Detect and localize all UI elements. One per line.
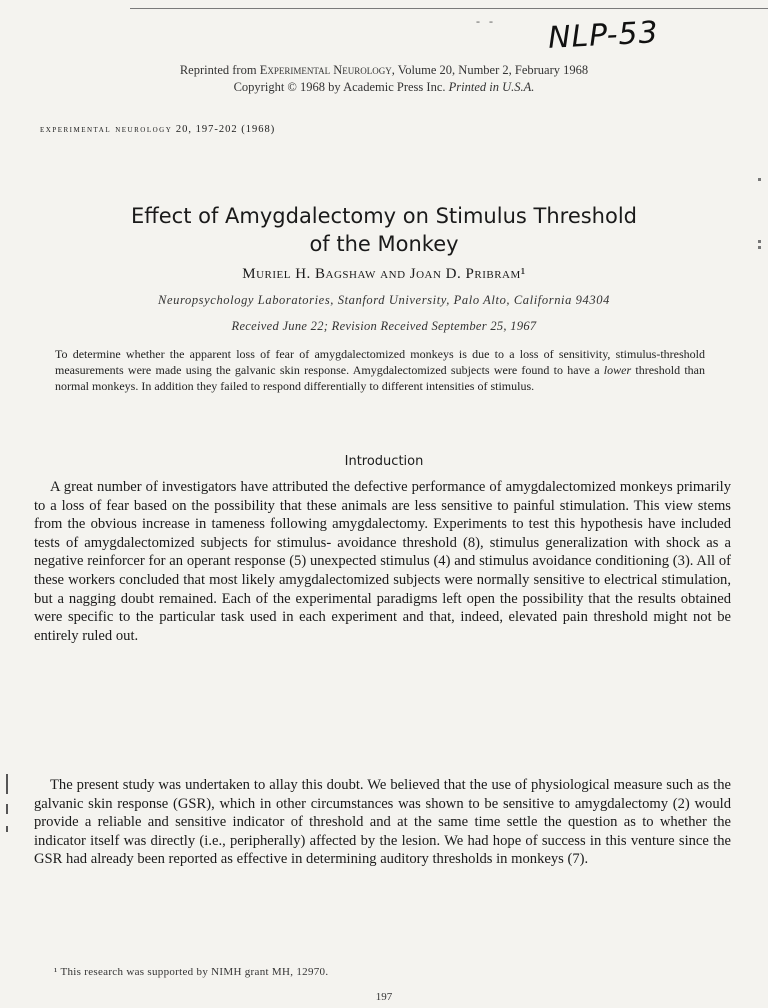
authors: Muriel H. Bagshaw and Joan D. Pribram¹ — [242, 266, 526, 282]
margin-mark — [6, 826, 8, 832]
top-rule — [130, 8, 768, 9]
article-title — [0, 202, 768, 258]
scan-speck — [758, 246, 761, 249]
journal-citation: experimental neurology 20, 197-202 (1968) — [40, 124, 276, 135]
body-paragraph-1: A great number of investigators have attributed the defective performance of amygdalectomized monkeys primarily to a loss of fear based on the possibility that these animals are less sensitive to painful stimulation. This view stems from the obvious increase in tameness following amygdalectomy. Experiments to test this hypothesis have included tests of amygdalectomized subjects for stimulus- avoidance threshold (8), stimulus generalization with shock as a negative reinforcer for an operant response (5) unexpected stimulus (4) and stimulus avoidance conditioning (3). All of these workers concluded that most likely amygdalectomized subjects were normally sensitive to electrical stimulation, but a nagging doubt remained. Each of the experimental paradigms left open the possibility that the results obtained were specific to the particular task used in each experiment and that, indeed, elevated pain threshold might not be entirely ruled out. — [34, 479, 731, 644]
section-heading: Introduction — [344, 454, 424, 469]
reprint-line-1: Reprinted from Experimental Neurology, Volume 20, Number 2, February 1968 — [179, 63, 589, 77]
abstract: To determine whether the apparent loss of fear of amygdalectomized monkeys is due to a loss of sensitivity, stimulus-threshold measurements were made using the galvanic skin response. Amygdalectomized subjects were found to have a lower threshold than normal monkeys. In addition they failed to respond differentially to different intensities of stimulus. — [55, 347, 705, 393]
title-line-1: Effect of Amygdalectomy on Stimulus Threshold — [131, 204, 637, 228]
scan-speck — [758, 178, 761, 181]
footnote: ¹ This research was supported by NIMH grant MH, 12970. — [54, 966, 329, 978]
scan-speck — [758, 240, 761, 243]
margin-mark — [6, 774, 8, 794]
reprint-line-2: Copyright © 1968 by Academic Press Inc. Printed in U.S.A. — [233, 80, 535, 94]
page-number: 197 — [375, 991, 393, 1003]
received-dates: Received June 22; Revision Received September 25, 1967 — [231, 319, 537, 333]
reprint-journal: Experimental Neurology — [259, 63, 392, 77]
handwritten-annotation: NLP-53 — [547, 15, 660, 56]
affiliation: Neuropsychology Laboratories, Stanford University, Palo Alto, California 94304 — [158, 293, 610, 307]
stray-dashes: - - — [476, 14, 496, 28]
title-line-2: of the Monkey — [309, 232, 459, 256]
margin-mark — [6, 804, 8, 814]
body-paragraph-2: The present study was undertaken to allay this doubt. We believed that the use of physiological measure such as the galvanic skin response (GSR), which in other circumstances was shown to be sensitive to amygdalectomy (2) would provide a reliable and sensitive indicator of threshold and at the same time settle the question as to whether the indicator itself was directly (i.e., peripherally) affected by the lesion. We had hope of success in this venture since the GSR had already been reported as effective in determining auditory thresholds in monkeys (7). — [34, 777, 731, 868]
